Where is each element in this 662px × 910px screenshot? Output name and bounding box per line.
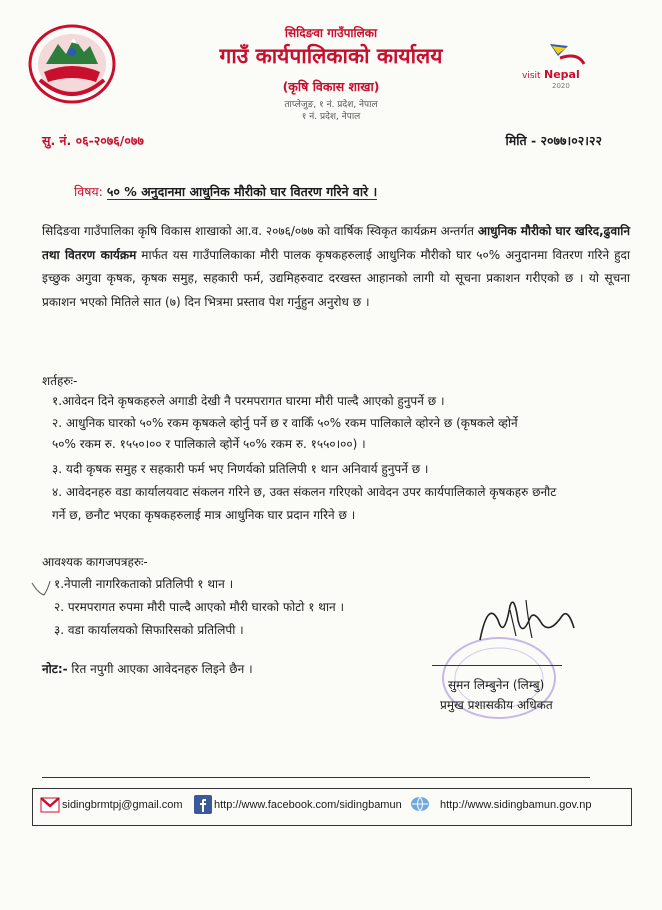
document-item: २. परमपरागत रुपमा मौरी पाल्दै आएको मौरी घारको फोटो १ थान ।: [54, 600, 345, 614]
website-link[interactable]: http://www.sidingbamun.gov.np: [440, 799, 592, 811]
signature-icon: [470, 590, 580, 650]
address-line-1: ताप्लेजुङ, १ नं. प्रदेश, नेपाल: [284, 100, 378, 110]
svg-text:2020: 2020: [552, 82, 570, 90]
note-text: रित नपुगी आएका आवेदनहरु लिइने छैन ।: [67, 662, 253, 676]
letter-date: मिति - २०७७।०२।२२: [505, 133, 602, 148]
section-name: (कृषि विकास शाखा): [282, 79, 380, 94]
signature-line: [432, 665, 562, 666]
note-label: नोट:-: [42, 662, 68, 676]
check-mark-icon: [30, 575, 52, 597]
condition-item: १.आवेदन दिने कृषकहरुले अगाडी देखी नै परमपरागत घारमा मौरी पाल्दै आएको हुनुपर्ने छ ।: [52, 394, 445, 408]
subject-text: ५० % अनुदानमा आधुनिक मौरीको घार वितरण गरिने वारे ।: [106, 184, 378, 199]
svg-text:visit: visit: [522, 71, 541, 81]
reference-number: सु. नं. ०६-२०७६/०७७: [42, 133, 144, 148]
address-line-2: १ नं. प्रदेश, नेपाल: [301, 112, 361, 122]
email-link[interactable]: sidingbrmtpj@gmail.com: [62, 799, 183, 811]
gmail-icon: [40, 797, 60, 813]
svg-text:Nepal: Nepal: [544, 68, 580, 81]
condition-item: ४. आवेदनहरु वडा कार्यालयवाट संकलन गरिने छ, उक्त संकलन गरिएको आवेदन उपर कार्यपालिकाले कृषकहरु छनौट: [52, 485, 557, 499]
municipality-name: सिदिङवा गाउँपालिका: [284, 26, 378, 40]
facebook-link[interactable]: http://www.facebook.com/sidingbamun: [214, 799, 402, 811]
condition-item: २. आधुनिक घारको ५०% रकम कृषकले व्होर्नु पर्ने छ र वाकिँ ५०% रकम पालिकाले व्होरने छ (कृषकले व्होर्ने: [52, 416, 518, 430]
document-item: १.नेपाली नागरिकताको प्रतिलिपी १ थान ।: [54, 577, 234, 591]
subject-line: [74, 183, 377, 200]
condition-item: ३. यदी कृषक समुह र सहकारी फर्म भए निणर्यको प्रतिलिपी १ थान अनिवार्य हुनुपर्ने छ ।: [52, 462, 429, 476]
facebook-icon: [194, 795, 212, 814]
subject-label: विषय:: [74, 184, 103, 199]
signatory-name: सुमन लिम्बुनेन (लिम्बु): [448, 678, 545, 692]
body-paragraph: सिदिङवा गाउँपालिका कृषि विकास शाखाको आ.व. २०७६/०७७ को वार्षिक स्विकृत कार्यक्रम अन्तर्गत आधुनिक मौरीको घार खरिद,ढुवानि तथा वितरण कार्यक्रम मार्फत यस गाउँपालिकाका मौरी पालक कृषकहरुलाई आधुनिक मौरीको घार ५०% अनुदानमा वितरण गरिने हुदा इच्छुक अगुवा कृषक, कृषक समुह, सहकारी फर्म, उद्यमिहरुवाट दरखस्त आहानको लागी यो सूचना प्रकाशन गरीएको छ । यो सूचना प्रकाशन भएको मितिले सात (७) दिन भित्रमा प्रस्ताव पेश गर्नुहुन अनुरोध छ ।: [42, 224, 630, 309]
signatory-title: प्रमुख प्रशासकीय अधिकत: [440, 698, 553, 712]
note: [42, 660, 253, 677]
documents-title: आवश्यक कागजपत्रहरुः-: [42, 555, 148, 569]
footer-divider: [42, 777, 590, 778]
document-item: ३. वडा कार्यालयको सिफारिसको प्रतिलिपी ।: [54, 623, 244, 637]
office-name: गाउँ कार्यपालिकाको कार्यालय: [219, 44, 443, 68]
condition-item-cont: ५०% रकम रु. १५५०।०० र पालिकाले व्होर्ने ५०% रकम रु. १५५०।००) ।: [52, 437, 366, 451]
globe-icon: [410, 795, 430, 813]
condition-item-cont: गर्ने छ, छनौट भएका कृषकहरुलाई मात्र आधुनिक घार प्रदान गरिने छ ।: [52, 508, 356, 522]
conditions-title: शर्तहरुः-: [42, 374, 78, 388]
